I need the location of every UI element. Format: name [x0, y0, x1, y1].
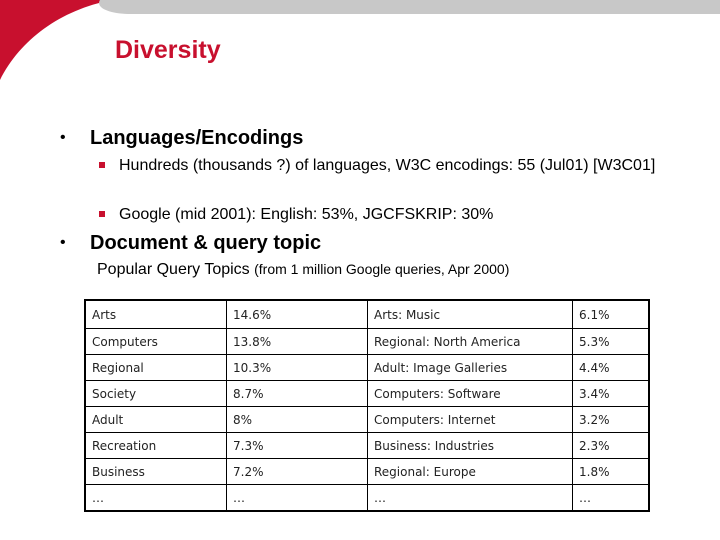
subtopic-percent-cell: 3.2% — [573, 407, 650, 433]
subtopic-cell: Business: Industries — [368, 433, 573, 459]
subtopic-percent-cell: … — [573, 485, 650, 512]
table-row — [85, 407, 649, 433]
caption-source: (from 1 million Google queries, Apr 2000) — [254, 261, 510, 277]
subtopic-percent-cell: 4.4% — [573, 355, 650, 381]
percent-cell: 13.8% — [227, 329, 368, 355]
subtopic-percent-cell: 5.3% — [573, 329, 650, 355]
subtopic-cell: Computers: Software — [368, 381, 573, 407]
subtopic-cell: Regional: North America — [368, 329, 573, 355]
topic-cell: Recreation — [85, 433, 227, 459]
percent-cell: 10.3% — [227, 355, 368, 381]
subtopic-percent-cell: 3.4% — [573, 381, 650, 407]
table-row — [85, 300, 649, 329]
subtopic-percent-cell: 1.8% — [573, 459, 650, 485]
topic-cell: Adult — [85, 407, 227, 433]
topic-cell: Arts — [85, 300, 227, 329]
percent-cell: 8% — [227, 407, 368, 433]
percent-cell: 14.6% — [227, 300, 368, 329]
sub-bullet-text: Google (mid 2001): English: 53%, JGCFSKRIP: 30% — [119, 206, 494, 223]
table-row — [85, 433, 649, 459]
square-bullet-icon — [99, 162, 105, 168]
subtopic-cell: Regional: Europe — [368, 459, 573, 485]
subtopic-percent-cell: 6.1% — [573, 300, 650, 329]
query-topics-table — [84, 299, 650, 512]
table-row — [85, 381, 649, 407]
percent-cell: 7.2% — [227, 459, 368, 485]
table-row — [85, 485, 649, 512]
topic-cell: Computers — [85, 329, 227, 355]
slide-title: Diversity — [115, 36, 221, 64]
square-bullet-icon — [99, 211, 105, 217]
bullet-text: Document & query topic — [90, 232, 322, 254]
topic-cell: … — [85, 485, 227, 512]
topic-cell: Business — [85, 459, 227, 485]
sub-bullet-text: Hundreds (thousands ?) of languages, W3C encodings: 55 (Jul01) [W3C01] — [119, 157, 656, 174]
bullet-dot-icon: • — [60, 234, 66, 251]
caption-main: Popular Query Topics — [97, 261, 250, 278]
bullet-text: Languages/Encodings — [90, 127, 304, 149]
table-caption — [97, 261, 509, 279]
subtopic-cell: Arts: Music — [368, 300, 573, 329]
percent-cell: … — [227, 485, 368, 512]
topic-cell: Regional — [85, 355, 227, 381]
table-row — [85, 459, 649, 485]
table-row — [85, 355, 649, 381]
percent-cell: 7.3% — [227, 433, 368, 459]
subtopic-percent-cell: 2.3% — [573, 433, 650, 459]
topic-cell: Society — [85, 381, 227, 407]
table-row — [85, 329, 649, 355]
bullet-dot-icon: • — [60, 129, 66, 146]
subtopic-cell: Computers: Internet — [368, 407, 573, 433]
percent-cell: 8.7% — [227, 381, 368, 407]
subtopic-cell: … — [368, 485, 573, 512]
subtopic-cell: Adult: Image Galleries — [368, 355, 573, 381]
